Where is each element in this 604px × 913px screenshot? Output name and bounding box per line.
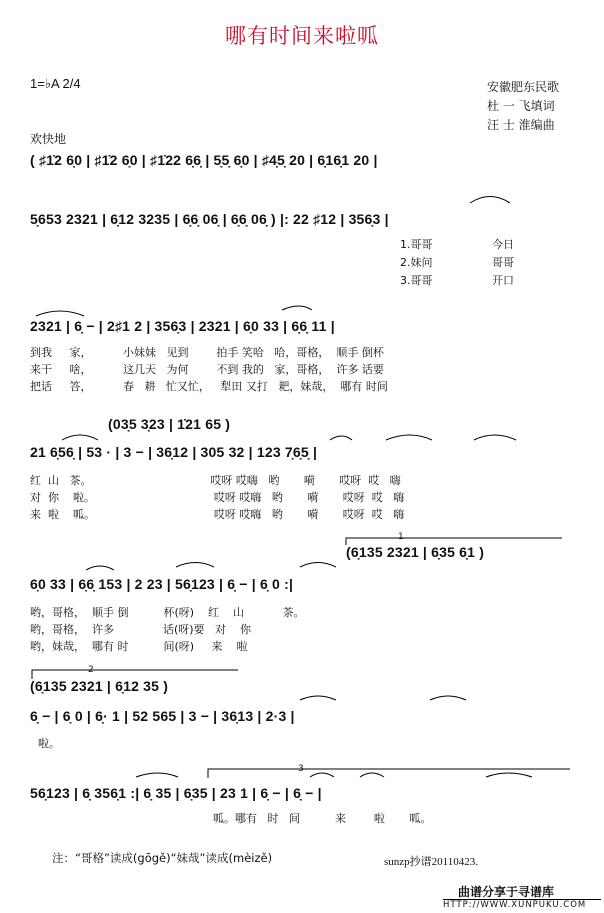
- verse-3-lyrics-b: 来 啦 呱。 哎呀 哎嗨 哟 嗬 哎呀 哎 嗨: [30, 508, 405, 521]
- slur: [300, 696, 336, 700]
- verse-1-lyrics-c: 哟，哥格， 顺手 倒 杯(呀) 红 山 茶。: [30, 606, 305, 619]
- ending-lyric-b: 呱。哪有 时 间 来 啦 呱。: [213, 812, 432, 825]
- notation-line-4: 21 6̣56̣ | 53 · | 3 − | 36̣12 | 305 32 | 123 7̣6̣5̣ |: [30, 444, 318, 460]
- song-title: 哪有时间来啦呱: [225, 24, 379, 48]
- slur: [282, 306, 312, 310]
- volta-2-number: 2: [88, 665, 94, 675]
- slur: [36, 311, 84, 316]
- watermark-url: HTTP://WWW.XUNPUKU.COM: [443, 900, 587, 910]
- verse-2-pickup-b: 哥哥: [492, 256, 514, 269]
- slur: [474, 435, 516, 440]
- slur: [360, 773, 384, 777]
- notation-line-1: ( ♯1̇2 6̣0 | ♯1̇2 6̣0 | ♯1̇22 6̣6̣ | 5̣5̣ 6̣0 | ♯4̣5̣ 20 | 6̣16̣1 20 |: [30, 152, 378, 168]
- slur: [136, 773, 178, 777]
- verse-1-lyrics-b: 红 山 茶。 哎呀 哎嗨 哟 嗬 哎呀 哎 嗨: [30, 474, 401, 487]
- pronunciation-note: 注：“哥格”读成(gōgě)“妹哉”读成(mèizě): [52, 851, 273, 865]
- notation-line-6: 6̣ − | 6̣ 0 | 6̣· 1 | 52 565 | 3 − | 36̣13 | 2·3 |: [30, 708, 295, 724]
- interlude-1: (03̣5 3̣23 | 1̇21 65 ): [108, 416, 231, 432]
- verse-2-pickup: 2.妹问: [400, 256, 433, 269]
- slur: [386, 435, 432, 440]
- verse-2-lyrics-a: 来干 啥， 这几天 为何 不到 我的 家，哥格， 许多 话要: [30, 363, 384, 376]
- slur: [486, 773, 532, 777]
- slur: [310, 773, 334, 777]
- verse-3-pickup: 3.哥哥: [400, 274, 433, 287]
- slur: [86, 566, 114, 570]
- slur: [470, 197, 510, 204]
- transcriber-signature: sunzp抄谱20110423.: [384, 856, 479, 868]
- verse-1-pickup-b: 今日: [492, 238, 514, 251]
- verse-2-lyrics-c: 哟，哥格， 许多 话(呀)要 对 你: [30, 623, 252, 636]
- slur: [176, 563, 214, 568]
- ending-lyric-a: 啦。: [38, 737, 60, 750]
- lyricist-credit: 杜 一 飞填词: [487, 99, 555, 113]
- volta-1-number: 1: [398, 532, 404, 542]
- verse-2-lyrics-b: 对 你 啦。 哎呀 哎嗨 哟 嗬 哎呀 哎 嗨: [30, 491, 405, 504]
- slur: [330, 436, 352, 440]
- watermark-site-name: 曲谱分享于寻谱库: [458, 885, 555, 899]
- volta-1-bracket: [346, 538, 562, 545]
- interlude-2: (6̣135 2321 | 6̣35 6̣1 ): [346, 544, 485, 560]
- verse-1-lyrics-a: 到我 家， 小妹妹 见到 拍手 笑哈 哈，哥格， 顺手 倒杯: [30, 346, 384, 359]
- verse-3-lyrics-a: 把话 答， 春 耕 忙又忙， 犁田 又打 耙，妹哉， 哪有 时间: [30, 380, 388, 393]
- slur: [300, 563, 336, 568]
- verse-3-lyrics-c: 哟，妹哉， 哪有 时 间(呀) 来 啦: [30, 640, 248, 653]
- notation-line-7: 56̣123 | 6̣ 356̣1 :| 6̣ 35 | 6̣35 | 23 1 | 6̣ − | 6̣ − |: [30, 785, 322, 801]
- slur: [430, 696, 466, 700]
- notation-line-2: 5̣653 2321 | 6̣12 3235 | 6̣6̣ 06̣ | 6̣6̣ 06̣ ) |: 22 ♯12 | 356̣3 |: [30, 211, 389, 227]
- notation-line-3: 2321 | 6̣ − | 2♯1 2 | 356̣3 | 2321 | 6̣0 33 | 6̣6̣ 11 |: [30, 318, 335, 334]
- volta-3-number: 3: [298, 764, 304, 774]
- slur: [62, 435, 98, 440]
- verse-1-pickup: 1.哥哥: [400, 238, 433, 251]
- verse-3-pickup-b: 开口: [492, 274, 514, 287]
- notation-line-5: 6̣0 33 | 6̣6̣ 153 | 2 23 | 56̣123 | 6̣ − | 6̣ 0 :|: [30, 576, 294, 592]
- tempo-marking: 欢快地: [30, 132, 67, 146]
- interlude-3: (6̣135 2321 | 6̣12 35 ): [30, 678, 169, 694]
- volta-2-bracket: [32, 670, 238, 679]
- arranger-credit: 汪 士 淮编曲: [487, 118, 555, 132]
- key-signature: 1=♭A 2/4: [30, 76, 81, 91]
- origin-credit: 安徽肥东民歌: [487, 80, 560, 94]
